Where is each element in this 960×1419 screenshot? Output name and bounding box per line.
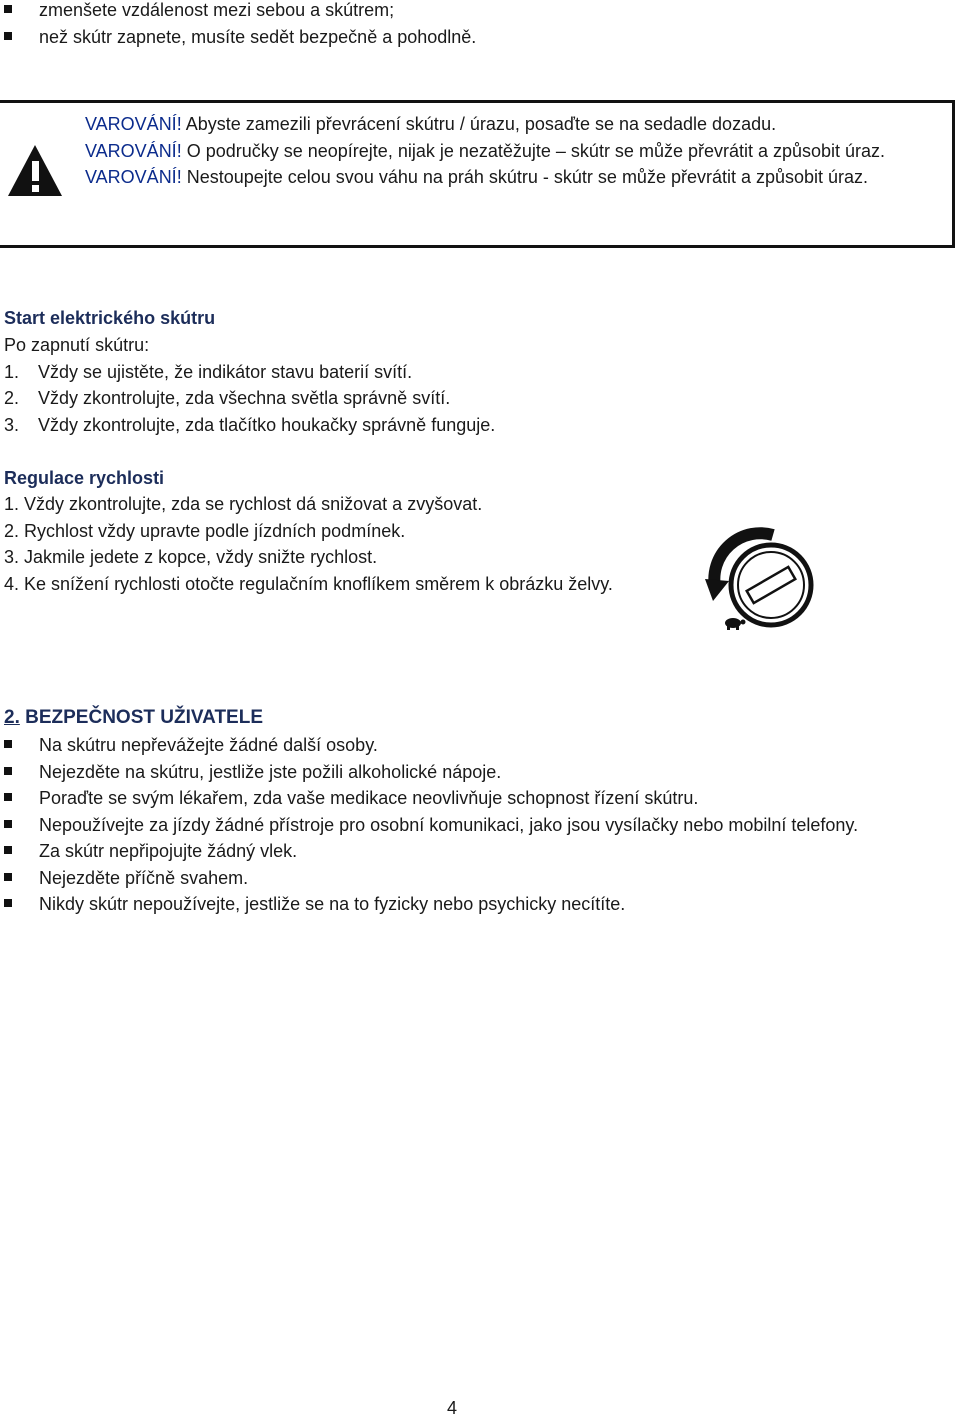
speed-section-title: Regulace rychlosti <box>4 468 165 488</box>
list-item <box>0 785 919 812</box>
warning-message: Abyste zamezili převrácení skútru / úrazu, posaďte se na sedadle dozadu. <box>181 114 777 134</box>
bullet-square <box>4 740 12 748</box>
start-section-body <box>4 332 644 438</box>
section-title-text: BEZPEČNOST UŽIVATELE <box>19 707 263 728</box>
warning-line <box>85 138 945 165</box>
list-item: 3. Jakmile jedete z kopce, vždy snižte rychlost. <box>4 547 378 567</box>
bullet-text: Nikdy skútr nepoužívejte, jestliže se na to fyzicky nebo psychicky necítíte. <box>39 894 626 914</box>
bullet-text: Nejezděte na skútru, jestliže jste požili alkoholické nápoje. <box>39 761 502 782</box>
speed-section-body <box>4 491 629 597</box>
warning-message: O područky se neopírejte, nijak je nezatěžujte – skútr se může převrátit a způsobit úraz. <box>181 140 886 161</box>
item-number: 1. <box>4 361 20 382</box>
list-item <box>0 0 919 24</box>
list-item <box>0 24 919 51</box>
list-item <box>0 838 919 865</box>
warning-text-block <box>85 111 945 191</box>
warning-line <box>85 164 945 191</box>
warning-line <box>85 111 945 138</box>
section-number: 2. <box>4 707 20 728</box>
item-number: 2. <box>4 388 20 408</box>
list-item: 1. Vždy zkontrolujte, zda se rychlost dá snižovat a zvyšovat. <box>4 494 483 514</box>
top-bullet-list <box>0 0 919 50</box>
safety-section-title <box>4 705 263 731</box>
warning-triangle-icon <box>6 143 64 198</box>
bullet-square <box>4 846 12 854</box>
bullet-text: než skútr zapnete, musíte sedět bezpečně a pohodlně. <box>39 26 477 47</box>
bullet-square <box>4 899 12 907</box>
list-item <box>0 865 919 892</box>
bullet-text: zmenšete vzdálenost mezi sebou a skútrem; <box>39 0 395 20</box>
warning-message: Nestoupejte celou svou váhu na práh skútru - skútr se může převrátit a způsobit úraz. <box>181 167 869 187</box>
warning-label: VAROVÁNÍ! <box>85 140 182 161</box>
list-item <box>4 385 644 412</box>
item-number: 3. <box>4 414 20 435</box>
list-item <box>0 759 919 786</box>
item-text: Vždy zkontrolujte, zda všechna světla správně svítí. <box>38 388 451 408</box>
page-number: 4 <box>446 1398 457 1418</box>
list-item <box>4 412 644 439</box>
list-item: 4. Ke snížení rychlosti otočte regulačním knoflíkem směrem k obrázku želvy. <box>4 573 613 594</box>
bullet-square <box>4 767 12 775</box>
bullet-square <box>4 873 12 881</box>
bullet-square <box>4 5 12 13</box>
bullet-text: Za skútr nepřipojujte žádný vlek. <box>39 841 298 861</box>
warning-label: VAROVÁNÍ! <box>85 167 182 187</box>
safety-bullet-list <box>0 732 919 918</box>
item-text: Vždy se ujistěte, že indikátor stavu baterií svítí. <box>38 361 413 382</box>
item-text: Vždy zkontrolujte, zda tlačítko houkačky správně funguje. <box>38 414 496 435</box>
bullet-text: Nejezděte příčně svahem. <box>39 867 249 888</box>
list-item <box>4 359 644 386</box>
list-item <box>0 812 919 839</box>
list-item <box>0 891 919 918</box>
start-intro: Po zapnutí skútru: <box>4 335 150 355</box>
list-item: 2. Rychlost vždy upravte podle jízdních podmínek. <box>4 520 406 541</box>
start-section-title: Start elektrického skútru <box>4 308 216 328</box>
bullet-square <box>4 820 12 828</box>
bullet-text: Poraďte se svým lékařem, zda vaše medikace neovlivňuje schopnost řízení skútru. <box>39 788 699 808</box>
bullet-text: Na skútru nepřevážejte žádné další osoby. <box>39 735 378 755</box>
speed-knob-turtle-icon <box>703 527 821 633</box>
list-item <box>0 732 919 759</box>
bullet-square <box>4 32 12 40</box>
bullet-square <box>4 793 12 801</box>
bullet-text: Nepoužívejte za jízdy žádné přístroje pro osobní komunikaci, jako jsou vysílačky nebo mobilní telefony. <box>39 814 859 835</box>
warning-label: VAROVÁNÍ! <box>85 114 182 134</box>
